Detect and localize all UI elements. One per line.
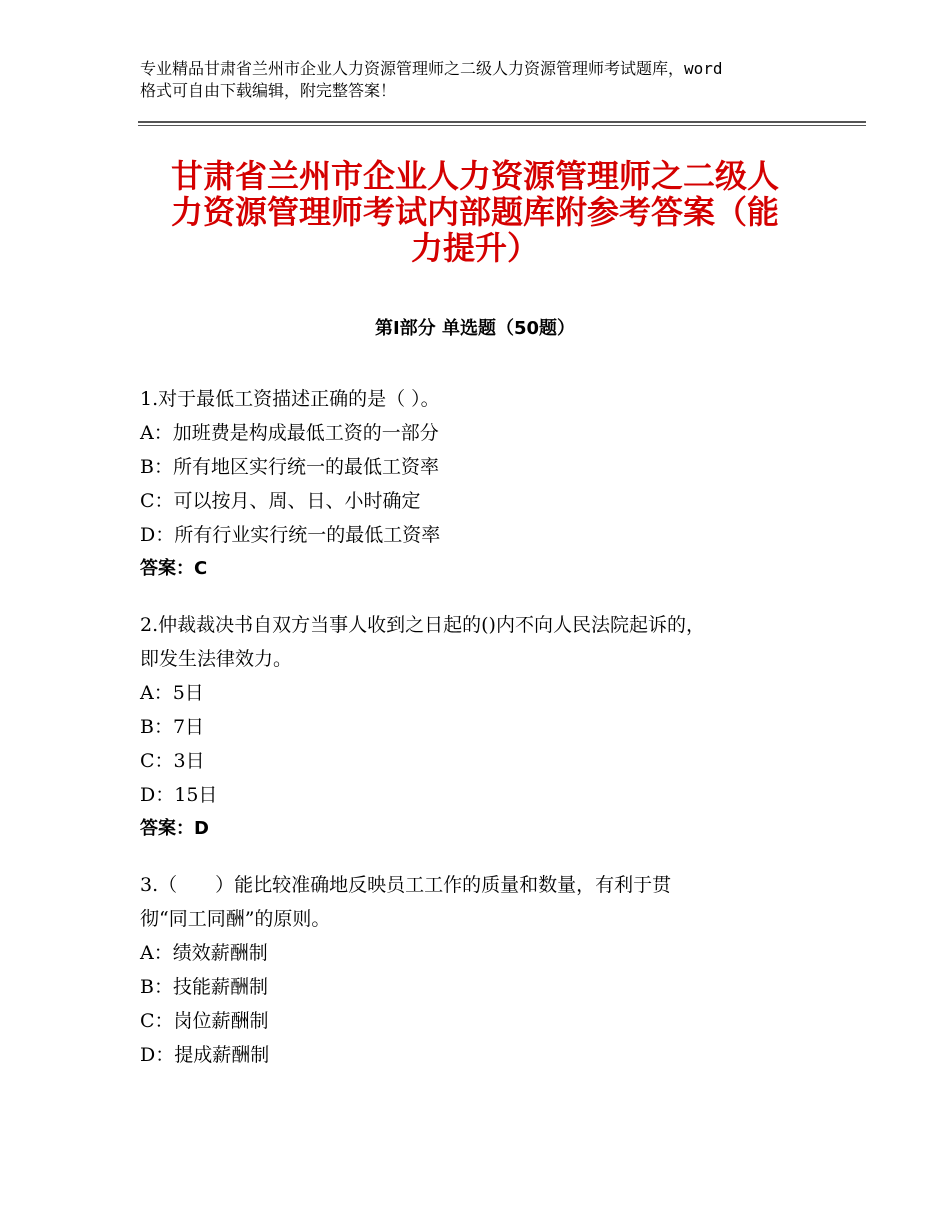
option-a: A：绩效薪酬制	[140, 942, 268, 964]
option-b: B：7日	[140, 716, 205, 738]
header-divider-thin	[138, 125, 866, 126]
question-stem: 2.仲裁裁决书自双方当事人收到之日起的()内不向人民法院起诉的，	[140, 614, 705, 636]
header-divider-thick	[138, 121, 866, 123]
option-a: A：加班费是构成最低工资的一部分	[140, 422, 439, 444]
question-2	[140, 608, 830, 846]
option-d: D：所有行业实行统一的最低工资率	[140, 524, 441, 546]
document-header-note	[140, 58, 820, 102]
header-note-line-2: 格式可自由下载编辑，附完整答案！	[140, 81, 397, 100]
answer-label: 答案：D	[140, 818, 209, 839]
question-stem-continued: 即发生法律效力。	[140, 648, 293, 670]
option-c: C：3日	[140, 750, 205, 772]
option-b: B：技能薪酬制	[140, 976, 268, 998]
section-heading: 第Ⅰ部分 单选题（50题）	[374, 318, 575, 339]
option-b: B：所有地区实行统一的最低工资率	[140, 456, 439, 478]
question-3	[140, 868, 830, 1072]
header-note-line-1: 专业精品甘肃省兰州市企业人力资源管理师之二级人力资源管理师考试题库，word	[140, 59, 723, 78]
question-list	[140, 382, 830, 1094]
question-1	[140, 382, 830, 586]
title-line-3: 力提升）	[410, 229, 539, 267]
option-c: C：岗位薪酬制	[140, 1010, 269, 1032]
document-title	[138, 158, 812, 266]
option-d: D：15日	[140, 784, 218, 806]
option-a: A：5日	[140, 682, 204, 704]
question-stem: 1.对于最低工资描述正确的是（ ）。	[140, 388, 440, 410]
option-d: D：提成薪酬制	[140, 1044, 270, 1066]
question-stem: 3.（ ）能比较准确地反映员工工作的质量和数量，有利于贯	[140, 874, 672, 896]
answer-label: 答案：C	[140, 558, 208, 579]
option-c: C：可以按月、周、日、小时确定	[140, 490, 421, 512]
title-line-1: 甘肃省兰州市企业人力资源管理师之二级人	[170, 157, 779, 195]
title-line-2: 力资源管理师考试内部题库附参考答案（能	[170, 193, 779, 231]
question-stem-continued: 彻“同工同酬”的原则。	[140, 908, 331, 930]
